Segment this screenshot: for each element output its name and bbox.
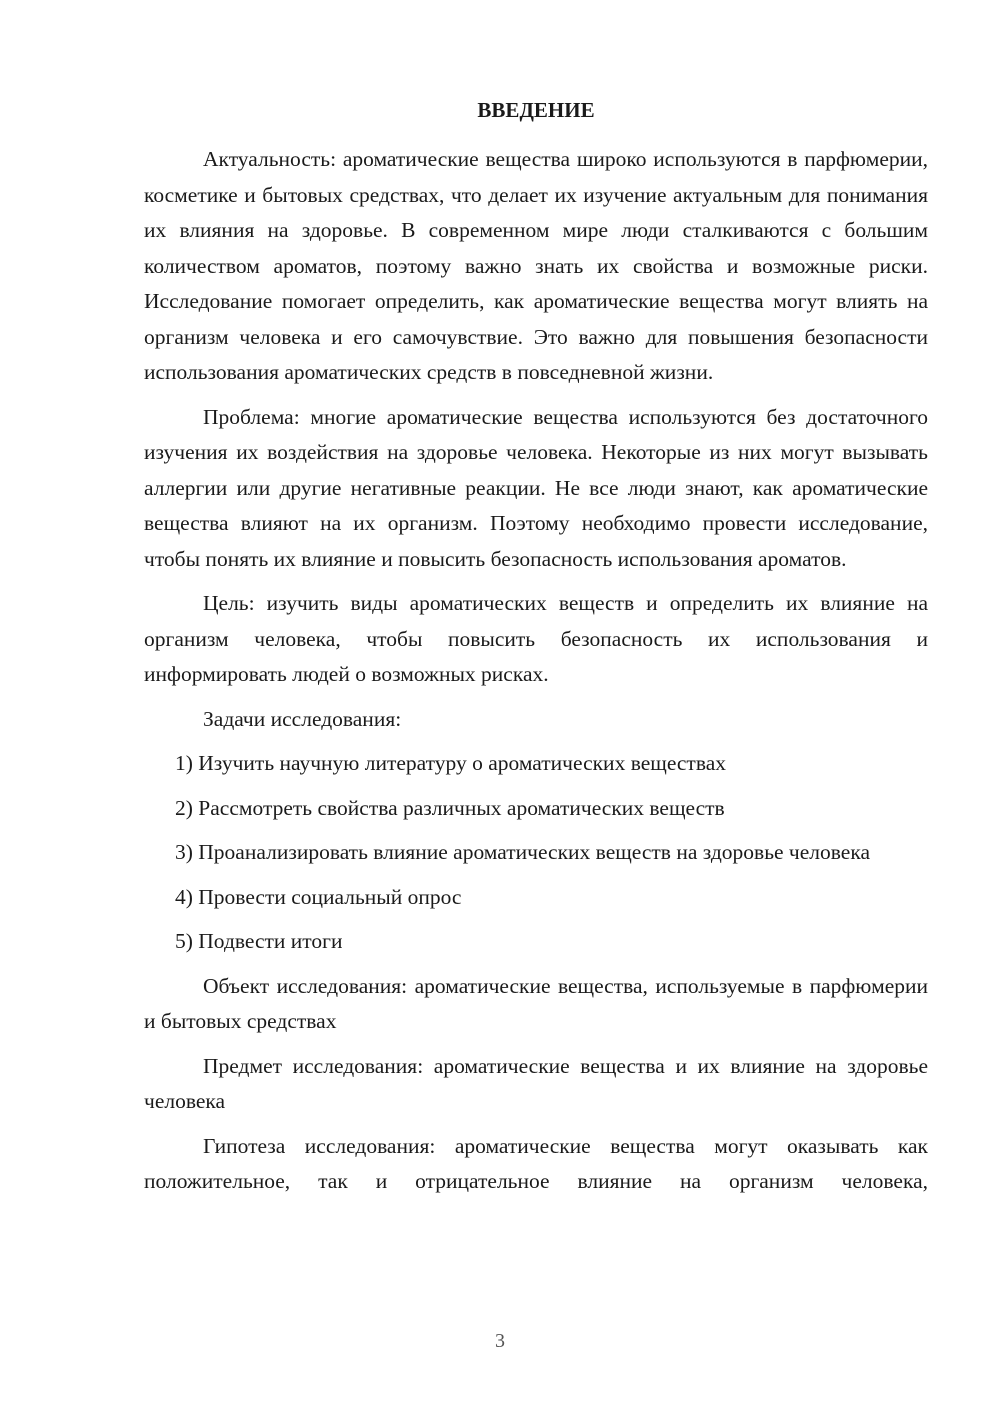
task-item: 3) Проанализировать влияние ароматических веществ на здоровье человека bbox=[175, 840, 870, 864]
problem-paragraph: Проблема: многие ароматические вещества используются без достаточного изучения их воздействия на здоровье человека. Некоторые из них могут вызывать аллергии или другие негативные реакции. Не все люди знают, как ароматические вещества влияют на их организм. Поэтому необходимо провести исследование, чтобы понять их влияние и повысить безопасность использования ароматов. bbox=[144, 404, 928, 571]
document-page bbox=[144, 92, 928, 1209]
task-item: 4) Провести социальный опрос bbox=[175, 884, 462, 909]
task-item: 1) Изучить научную литературу о ароматических веществах bbox=[175, 751, 726, 775]
page-number: 3 bbox=[495, 1330, 505, 1352]
research-object-paragraph: Объект исследования: ароматические вещества, используемые в парфюмерии и бытовых средствах bbox=[144, 973, 928, 1033]
task-item: 5) Подвести итоги bbox=[175, 929, 343, 953]
goal-paragraph: Цель: изучить виды ароматических веществ и определить их влияние на организм человека, чтобы повысить безопасность их использования и информировать людей о возможных рисках. bbox=[144, 591, 928, 686]
research-subject-paragraph: Предмет исследования: ароматические вещества и их влияние на здоровье человека bbox=[144, 1053, 928, 1113]
hypothesis-paragraph: Гипотеза исследования: ароматические вещества могут оказывать как положительное, так и отрицательное влияние на организм человека, bbox=[144, 1133, 928, 1193]
task-item: 2) Рассмотреть свойства различных ароматических веществ bbox=[175, 795, 725, 820]
relevance-paragraph: Актуальность: ароматические вещества широко используются в парфюмерии, косметике и бытовых средствах, что делает их изучение актуальным для понимания их влияния на здоровье. В современном мире люди сталкиваются с большим количеством ароматов, поэтому важно знать их свойства и возможные риски. Исследование помогает определить, как ароматические вещества могут влиять на организм человека и его самочувствие. Это важно для повышения безопасности использования ароматических средств в повседневной жизни. bbox=[144, 147, 928, 384]
section-title: ВВЕДЕНИЕ bbox=[477, 98, 595, 122]
tasks-heading: Задачи исследования: bbox=[203, 706, 402, 731]
